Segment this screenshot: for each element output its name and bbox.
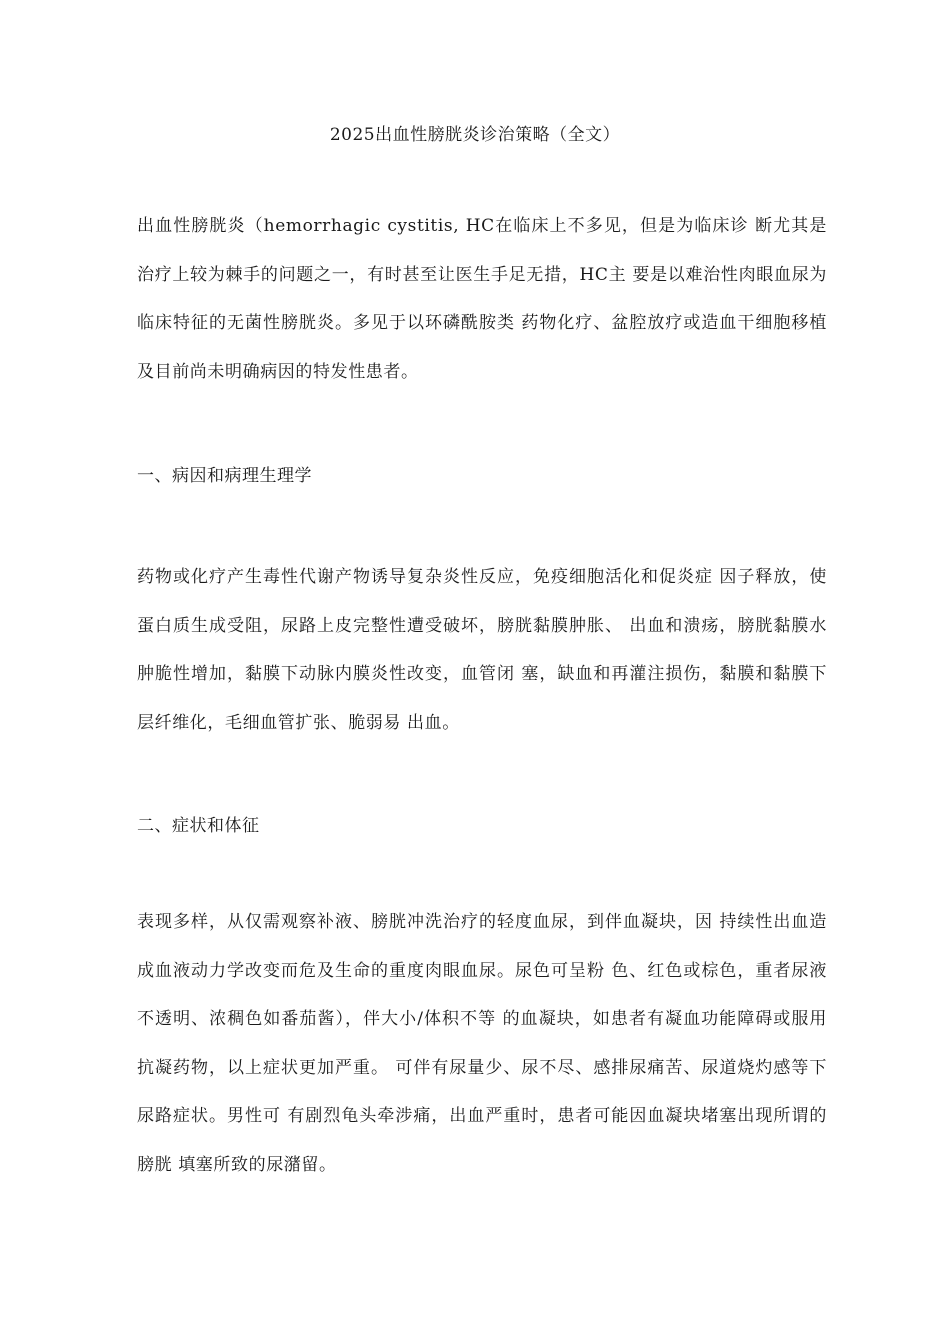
section-heading-symptoms: 二、症状和体征: [137, 816, 260, 836]
section-body-etiology: 药物或化疗产生毒性代谢产物诱导复杂炎性反应，免疫细胞活化和促炎症 因子释放，使蛋白质生成受阻，尿路上皮完整性遭受破坏，膀胱黏膜肿胀、 出血和溃疡，膀胱黏膜水肿脆性增加，黏膜下动脉内膜炎性改变，血管闭 塞，缺血和再灌注损伤，黏膜和黏膜下层纤维化，毛细血管扩张、脆弱易 出血。: [137, 567, 827, 733]
section-body-symptoms: 表现多样，从仅需观察补液、膀胱冲洗治疗的轻度血尿，到伴血凝块，因 持续性出血造成血液动力学改变而危及生命的重度肉眼血尿。尿色可呈粉 色、红色或棕色，重者尿液不透明、浓稠色如番茄酱），伴大小/体积不等 的血凝块，如患者有凝血功能障碍或服用抗凝药物，以上症状更加严重。 可伴有尿量少、尿不尽、感排尿痛苦、尿道烧灼感等下尿路症状。男性可 有剧烈龟头牵涉痛，出血严重时，患者可能因血凝块堵塞出现所谓的膀胱 填塞所致的尿潴留。: [137, 912, 827, 1175]
intro-paragraph: 出血性膀胱炎（hemorrhagic cystitis, HC在临床上不多见，但是为临床诊 断尤其是治疗上较为棘手的问题之一，有时甚至让医生手足无措，HC主 要是以难治性肉眼血尿为临床特征的无菌性膀胱炎。多见于以环磷酰胺类 药物化疗、盆腔放疗或造血干细胞移植及目前尚未明确病因的特发性患者。: [137, 216, 827, 382]
document-title: 2025出血性膀胱炎诊治策略（全文）: [329, 125, 621, 145]
section-heading-etiology: 一、病因和病理生理学: [137, 466, 312, 486]
